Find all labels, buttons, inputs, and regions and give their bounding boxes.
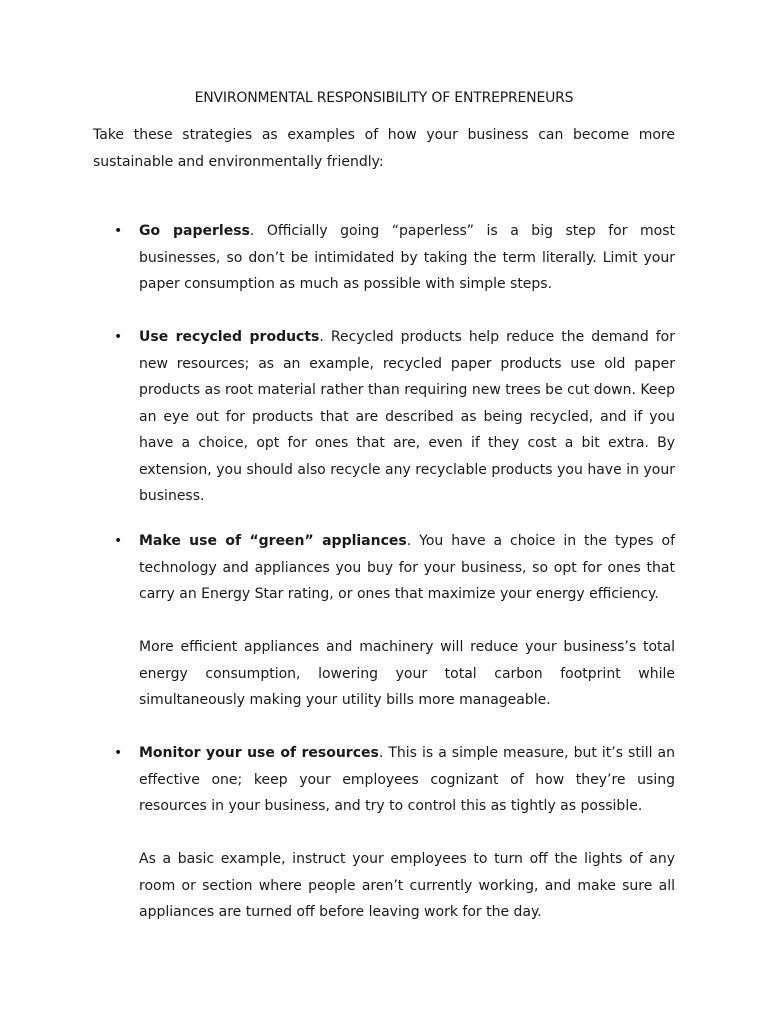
intro-paragraph: Take these strategies as examples of how your business can become more sustainable and environmentally friendly: (93, 127, 675, 170)
bullet-text: . Officially going “paperless” is a big step for most businesses, so don’t be intimidated by taking the term literally. Limit your paper consumption as much as possible with simple steps. (139, 223, 675, 292)
bullet-heading: Make use of “green” appliances (139, 533, 407, 549)
bullet-item-green-appliances (114, 528, 675, 608)
bullet-heading: Use recycled products (139, 329, 320, 345)
document-title: ENVIRONMENTAL RESPONSIBILITY OF ENTREPRENEURS (194, 90, 574, 106)
bullet-heading: Go paperless (139, 223, 250, 239)
bullet-heading: Monitor your use of resources (139, 745, 379, 761)
bullet-text: . Recycled products help reduce the demand for new resources; as an example, recycled paper products use old paper products as root material rather than requiring new trees be cut down. Keep an eye out for products that are described as being recycled, and if you have a choice, opt for ones that are, even if they cost a bit extra. By extension, you should also recycle any recyclable products you have in your business. (139, 329, 675, 504)
bullet-item-go-paperless (114, 218, 675, 298)
bullet-icon: • (114, 745, 123, 761)
followup-paragraph-resources: As a basic example, instruct your employees to turn off the lights of any room or section where people aren’t currently working, and make sure all appliances are turned off before leaving work for the day. (139, 851, 675, 920)
bullet-icon: • (114, 329, 123, 345)
bullet-item-use-recycled-products (114, 324, 675, 510)
bullet-icon: • (114, 533, 123, 549)
bullet-text: . This is a simple measure, but it’s still an effective one; keep your employees cognizant of how they’re using resources in your business, and try to control this as tightly as possible. (139, 745, 675, 814)
bullet-icon: • (114, 223, 123, 239)
bullet-text: . You have a choice in the types of technology and appliances you buy for your business, so opt for ones that carry an Energy Star rating, or ones that maximize your energy efficiency. (139, 533, 675, 602)
followup-paragraph-appliances: More efficient appliances and machinery will reduce your business’s total energy consumption, lowering your total carbon footprint while simultaneously making your utility bills more manageable. (139, 639, 675, 708)
bullet-item-monitor-resources (114, 740, 675, 820)
